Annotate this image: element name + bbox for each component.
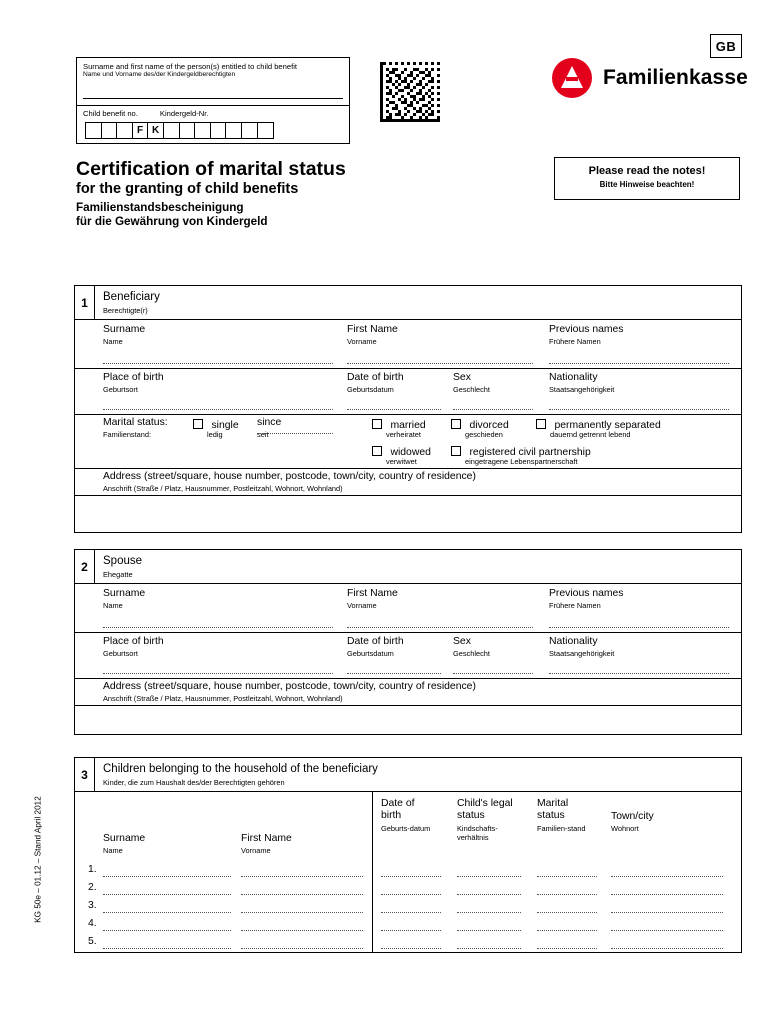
label-spouse-surname-de: Name	[103, 601, 123, 610]
label-surname-en: Surname	[103, 324, 146, 335]
page-subtitle: for the granting of child benefits	[76, 181, 299, 197]
input-address[interactable]	[103, 502, 723, 526]
checkbox-single-label-en: single	[211, 420, 239, 431]
input-child-marital[interactable]	[537, 893, 597, 895]
label-birthplace-en: Place of birth	[103, 372, 164, 383]
section-number: 1	[75, 286, 95, 319]
label-spouse-birthplace-de: Geburtsort	[103, 649, 138, 658]
checkbox-divorced-label-en: divorced	[469, 420, 509, 431]
kg-cell[interactable]	[117, 123, 133, 138]
label-spouse-address-en: Address (street/square, house number, postcode, town/city, country of residence)	[103, 681, 476, 692]
section-spouse-header	[75, 550, 741, 584]
read-notes-de: Bitte Hinweise beachten!	[599, 180, 695, 189]
label-since-de: seit	[257, 430, 269, 439]
input-birthplace[interactable]	[103, 408, 333, 410]
section-title-de: Ehegatte	[103, 570, 133, 579]
section-title-de: Kinder, die zum Haushalt des/der Berechtigten gehören	[103, 778, 285, 787]
input-child-surname[interactable]	[103, 929, 231, 931]
checkbox-box[interactable]	[451, 419, 461, 429]
input-birthdate[interactable]	[347, 408, 441, 410]
row-divider-1	[75, 631, 741, 633]
kg-cell[interactable]	[86, 123, 102, 138]
label-spouse-sex-en: Sex	[453, 636, 471, 647]
label-sex-de: Geschlecht	[453, 385, 490, 394]
col-header-town-en: Town/city	[611, 811, 654, 822]
input-child-town[interactable]	[611, 947, 723, 949]
section-children	[74, 757, 742, 953]
section-title-en: Children belonging to the household of the beneficiary	[103, 763, 378, 775]
input-spouse-address[interactable]	[103, 710, 723, 732]
input-child-birthdate[interactable]	[381, 911, 441, 913]
familienkasse-logo	[552, 58, 748, 98]
input-child-birthdate[interactable]	[381, 893, 441, 895]
col-header-marital-de: Familien-stand	[537, 824, 586, 833]
checkbox-permanently-separated-label-de: dauernd getrennt lebend	[550, 430, 631, 439]
input-child-town[interactable]	[611, 875, 723, 877]
section-title-en: Spouse	[103, 555, 143, 567]
col-header-legalstatus-de: Kindschafts-verhältnis	[457, 824, 498, 842]
row-divider-3	[75, 467, 741, 469]
label-birthdate-de: Geburtsdatum	[347, 385, 394, 394]
checkbox-box[interactable]	[536, 419, 546, 429]
col-header-town-de: Wohnort	[611, 824, 639, 833]
checkbox-single-label-de: ledig	[207, 430, 223, 439]
checkbox-registered-civil-partnership-label-de: eingetragene Lebenspartnerschaft	[465, 457, 578, 466]
input-child-marital[interactable]	[537, 911, 597, 913]
col-header-birthdate-de: Geburts-datum	[381, 824, 431, 833]
label-since-en: since	[257, 417, 282, 428]
checkbox-box[interactable]	[372, 446, 382, 456]
kg-cell[interactable]	[102, 123, 118, 138]
checkbox-box[interactable]	[193, 419, 203, 429]
input-prevnames[interactable]	[549, 362, 729, 364]
col-header-surname-en: Surname	[103, 833, 146, 844]
label-marital-en: Marital status:	[103, 417, 168, 428]
input-child-firstname[interactable]	[241, 929, 363, 931]
page-title-de: Familienstandsbescheinigung	[76, 201, 244, 214]
read-notes-box	[554, 157, 740, 200]
datamatrix-svg	[380, 62, 440, 122]
kg-cell[interactable]	[211, 123, 227, 138]
input-child-surname[interactable]	[103, 875, 231, 877]
input-surname[interactable]	[103, 362, 333, 364]
section-beneficiary-header	[75, 286, 741, 320]
col-header-marital-en: Marital status	[537, 798, 569, 821]
row-number: 3.	[88, 900, 97, 911]
form-revision-label: KG 50e – 01.12 – Stand April 2012	[33, 796, 43, 923]
label-address-de: Anschrift (Straße / Platz, Hausnummer, Postleitzahl, Wohnort, Wohnland)	[103, 484, 343, 493]
input-child-firstname[interactable]	[241, 875, 363, 877]
input-spouse-birthdate[interactable]	[347, 672, 441, 674]
checkbox-divorced-label-de: geschieden	[465, 430, 503, 439]
input-child-legalstatus[interactable]	[457, 893, 521, 895]
input-child-birthdate[interactable]	[381, 947, 441, 949]
input-child-birthdate[interactable]	[381, 875, 441, 877]
input-spouse-prevnames[interactable]	[549, 626, 729, 628]
checkbox-registered-civil-partnership-label-en: registered civil partnership	[469, 447, 591, 458]
label-spouse-firstname-en: First Name	[347, 588, 398, 599]
child-benefit-no-label-en: Child benefit no.	[83, 109, 138, 118]
input-spouse-sex[interactable]	[453, 672, 533, 674]
input-child-marital[interactable]	[537, 929, 597, 931]
input-child-legalstatus[interactable]	[457, 947, 521, 949]
label-spouse-address-de: Anschrift (Straße / Platz, Hausnummer, Postleitzahl, Wohnort, Wohnland)	[103, 694, 343, 703]
input-spouse-firstname[interactable]	[347, 626, 533, 628]
col-header-firstname-de: Vorname	[241, 846, 271, 855]
checkbox-box[interactable]	[451, 446, 461, 456]
kg-cell[interactable]	[242, 123, 258, 138]
input-child-legalstatus[interactable]	[457, 929, 521, 931]
label-nationality-en: Nationality	[549, 372, 598, 383]
input-child-birthdate[interactable]	[381, 929, 441, 931]
checkbox-married-label-de: verheiratet	[386, 430, 421, 439]
child-benefit-number-box[interactable]	[76, 106, 350, 144]
checkbox-widowed-label-en: widowed	[390, 447, 431, 458]
input-child-legalstatus[interactable]	[457, 911, 521, 913]
label-address-en: Address (street/square, house number, postcode, town/city, country of residence)	[103, 471, 476, 482]
label-marital-de: Familienstand:	[103, 430, 152, 439]
row-number: 2.	[88, 882, 97, 893]
input-spouse-surname[interactable]	[103, 626, 333, 628]
input-child-surname[interactable]	[103, 947, 231, 949]
row-divider-1	[75, 367, 741, 369]
label-sex-en: Sex	[453, 372, 471, 383]
section-spouse	[74, 549, 742, 735]
label-prevnames-de: Frühere Namen	[549, 337, 601, 346]
input-child-firstname[interactable]	[241, 911, 363, 913]
kg-cell-f[interactable]: F	[133, 123, 149, 138]
section-number: 3	[75, 758, 95, 791]
col-header-surname-de: Name	[103, 846, 123, 855]
section-title-en: Beneficiary	[103, 291, 160, 303]
checkbox-permanently-separated-label-en: permanently separated	[554, 420, 661, 431]
input-child-marital[interactable]	[537, 875, 597, 877]
label-spouse-firstname-de: Vorname	[347, 601, 377, 610]
label-surname-de: Name	[103, 337, 123, 346]
input-child-town[interactable]	[611, 929, 723, 931]
input-child-town[interactable]	[611, 911, 723, 913]
section-title-de: Berechtigte(r)	[103, 306, 148, 315]
label-spouse-prevnames-de: Frühere Namen	[549, 601, 601, 610]
row-divider-2	[75, 677, 741, 679]
page-title: Certification of marital status	[76, 158, 346, 180]
label-birthdate-en: Date of birth	[347, 372, 404, 383]
kg-cell-k[interactable]: K	[148, 123, 164, 138]
label-firstname-de: Vorname	[347, 337, 377, 346]
kg-cell[interactable]	[180, 123, 196, 138]
input-child-surname[interactable]	[103, 911, 231, 913]
label-spouse-prevnames-en: Previous names	[549, 588, 624, 599]
checkbox-box[interactable]	[372, 419, 382, 429]
brand-name: Familienkasse	[603, 66, 748, 89]
input-child-firstname[interactable]	[241, 947, 363, 949]
beneficiary-name-box[interactable]	[76, 57, 350, 106]
row-number: 5.	[88, 936, 97, 947]
label-nationality-de: Staatsangehörigkeit	[549, 385, 615, 394]
input-child-surname[interactable]	[103, 893, 231, 895]
section-number: 2	[75, 550, 95, 583]
kg-cell[interactable]	[164, 123, 180, 138]
input-firstname[interactable]	[347, 362, 533, 364]
label-spouse-nationality-de: Staatsangehörigkeit	[549, 649, 615, 658]
label-spouse-surname-en: Surname	[103, 588, 146, 599]
row-divider-4	[75, 494, 741, 496]
input-nationality[interactable]	[549, 408, 729, 410]
kg-cell[interactable]	[258, 123, 274, 138]
page-subtitle-de: für die Gewährung von Kindergeld	[76, 215, 268, 228]
beneficiary-name-label-de: Name und Vorname des/der Kindergeldberechtigten	[83, 71, 236, 78]
column-divider-1	[372, 791, 373, 953]
beneficiary-name-writeline	[83, 97, 343, 99]
label-firstname-en: First Name	[347, 324, 398, 335]
input-child-firstname[interactable]	[241, 893, 363, 895]
col-header-legalstatus-en: Child's legal status	[457, 798, 513, 821]
kg-cell[interactable]	[195, 123, 211, 138]
input-child-marital[interactable]	[537, 947, 597, 949]
row-number: 4.	[88, 918, 97, 929]
input-spouse-nationality[interactable]	[549, 672, 729, 674]
row-divider-3	[75, 704, 741, 706]
col-header-firstname-en: First Name	[241, 833, 292, 844]
read-notes-en: Please read the notes!	[588, 165, 706, 177]
label-spouse-sex-de: Geschlecht	[453, 649, 490, 658]
section-beneficiary	[74, 285, 742, 533]
checkbox-widowed-label-de: verwitwet	[386, 457, 417, 466]
input-sex[interactable]	[453, 408, 533, 410]
label-spouse-birthdate-en: Date of birth	[347, 636, 404, 647]
label-prevnames-en: Previous names	[549, 324, 624, 335]
col-header-birthdate-en: Date of birth	[381, 798, 415, 821]
input-married-since[interactable]	[257, 432, 333, 434]
label-spouse-birthdate-de: Geburtsdatum	[347, 649, 394, 658]
arbeitsagentur-logo-icon	[552, 58, 592, 98]
child-benefit-number-cells[interactable]	[85, 122, 274, 139]
datamatrix-barcode-icon	[380, 62, 440, 122]
input-child-legalstatus[interactable]	[457, 875, 521, 877]
section-children-header	[75, 758, 741, 792]
child-benefit-no-label-de: Kindergeld-Nr.	[159, 109, 209, 118]
row-number: 1.	[88, 864, 97, 875]
beneficiary-name-label-en: Surname and first name of the person(s) entitled to child benefit	[83, 62, 298, 71]
label-birthplace-de: Geburtsort	[103, 385, 138, 394]
label-spouse-birthplace-en: Place of birth	[103, 636, 164, 647]
input-spouse-birthplace[interactable]	[103, 672, 333, 674]
checkbox-married-label-en: married	[390, 420, 426, 431]
input-child-town[interactable]	[611, 893, 723, 895]
kg-cell[interactable]	[226, 123, 242, 138]
country-code-badge: GB	[710, 34, 742, 58]
label-spouse-nationality-en: Nationality	[549, 636, 598, 647]
